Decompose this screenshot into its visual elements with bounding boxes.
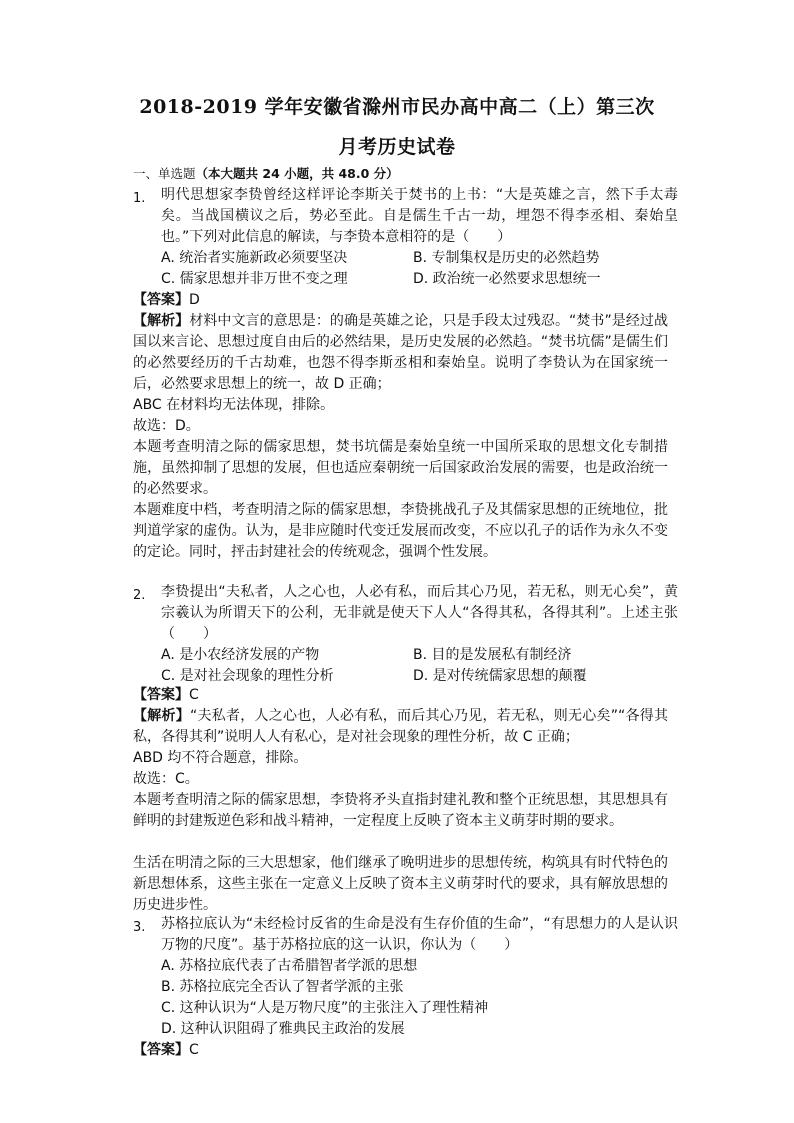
analysis-choice: 故选：C。	[133, 771, 199, 787]
section-info: （本大题共 24 小题，共 48.0 分）	[195, 166, 399, 181]
analysis-tag: 【解析】	[133, 313, 190, 329]
analysis-paragraph: 本题难度中档，考查明清之际的儒家思想，李贽挑战孔子及其儒家思想的正统地位，批判道学家的虚伪。认为，是非应随时代变迁发展而改变，不应以孔子的话作为永久不变的定论。同时，抨击封建社会的传统观念，强调个性发展。	[133, 502, 668, 560]
section-heading	[133, 164, 399, 182]
analysis-paragraph: 本题考查明清之际的儒家思想，焚书坑儒是秦始皇统一中国所采取的思想文化专制措施，虽然抑制了思想的发展，但也适应秦朝统一后国家政治发展的需要，也是政治统一的必然要求。	[133, 439, 668, 497]
question-stem: 明代思想家李贽曾经这样评论李斯关于焚书的上书：“大是英雄之言，然下手太毒矣。当战国横议之后，势必至此。自是儒生千古一劫，埋怨不得李丞相、秦始皇也。”下列对此信息的解读，与李贽本意相符的是（ ）	[161, 187, 678, 245]
answer-tag: 【答案】	[133, 687, 189, 703]
option-b: B. 苏格拉底完全否认了智者学派的主张	[161, 979, 404, 995]
question-stem: 李贽提出“夫私者，人之心也，人必有私，而后其心乃见，若无私，则无心矣”，黄宗羲认为所谓天下的公利，无非就是使天下人人“各得其私，各得其利”。上述主张（ ）	[161, 584, 678, 642]
question-options	[161, 248, 678, 290]
analysis-choice: 故选：D。	[133, 418, 200, 434]
question-stem: 苏格拉底认为“未经检讨反省的生命是没有生存价值的生命”，“有思想力的人是认识万物的尺度”。基于苏格拉底的这一认识，你认为（ ）	[161, 916, 678, 953]
answer-tag: 【答案】	[133, 292, 189, 308]
option-a: A. 是小农经济发展的产物	[161, 647, 320, 663]
question-options	[161, 645, 678, 687]
answer-tag: 【答案】	[133, 1042, 189, 1058]
option-b: B. 目的是发展私有制经济	[413, 647, 572, 663]
option-a: A. 苏格拉底代表了古希腊智者学派的思想	[161, 958, 418, 974]
analysis-paragraph: 本题考查明清之际的儒家思想，李贽将矛头直指封建礼教和整个正统思想，其思想具有鲜明的封建叛逆色彩和战斗精神，一定程度上反映了资本主义萌芽时期的要求。	[133, 792, 668, 829]
answer-line-2	[133, 685, 668, 706]
option-d: D. 这种认识阻碍了雅典民主政治的发展	[161, 1021, 405, 1037]
section-prefix: 一、单选题	[133, 166, 196, 181]
analysis-text: 材料中文言的意思是：的确是英雄之论，只是手段太过残忍。“焚书”是经过战国以来言论、思想过度自由后的必然结果，是历史发展的必然趋。“焚书坑儒”是儒生们的必然要经历的千古劫难，也怨不得李斯丞相和秦始皇。说明了李贽认为在国家统一后，必然要求思想上的统一，故 D 正确；	[133, 313, 668, 392]
analysis-tag: 【解析】	[133, 708, 190, 724]
option-a: A. 统治者实施新政必须要坚决	[161, 250, 348, 266]
option-d: D. 政治统一必然要求思想统一	[413, 271, 601, 287]
analysis-exclusion: ABC 在材料均无法体现，排除。	[133, 397, 335, 413]
question-3	[133, 914, 678, 1040]
answer-line-3	[133, 1040, 668, 1061]
answer-line-1	[133, 290, 668, 311]
option-c: C. 儒家思想并非万世不变之理	[161, 271, 348, 287]
analysis-exclusion: ABD 均不符合题意，排除。	[133, 750, 308, 766]
question-number: 1.	[133, 191, 146, 206]
answer-value: D	[189, 292, 200, 308]
question-1	[133, 185, 678, 290]
option-c: C. 这种认识为“人是万物尺度”的主张注入了理性精神	[161, 1000, 489, 1016]
question-options	[161, 956, 678, 1040]
analysis-paragraph: 生活在明清之际的三大思想家，他们继承了晚明进步的思想传统，构筑具有时代特色的新思想体系，这些主张在一定意义上反映了资本主义萌芽时代的要求，具有解放思想的历史进步性。	[133, 855, 668, 913]
document-title-line2: 月考历史试卷	[338, 136, 456, 158]
question-number: 3.	[133, 920, 146, 935]
document-title-line1: 2018-2019 学年安徽省滁州市民办高中高二（上）第三次	[139, 96, 655, 118]
option-c: C. 是对社会现象的理性分析	[161, 668, 334, 684]
option-b: B. 专制集权是历史的必然趋势	[413, 250, 600, 266]
analysis-text: “夫私者，人之心也，人必有私，而后其心乃见，若无私，则无心矣”“各得其私，各得其利”说明人人有私心，是对社会现象的理性分析，故 C 正确；	[133, 708, 668, 745]
question-number: 2.	[133, 588, 146, 603]
answer-value: C	[189, 687, 199, 703]
answer-value: C	[189, 1042, 199, 1058]
analysis-1	[133, 311, 668, 395]
analysis-2	[133, 706, 668, 748]
question-2	[133, 582, 678, 687]
option-d: D. 是对传统儒家思想的颠覆	[413, 668, 587, 684]
